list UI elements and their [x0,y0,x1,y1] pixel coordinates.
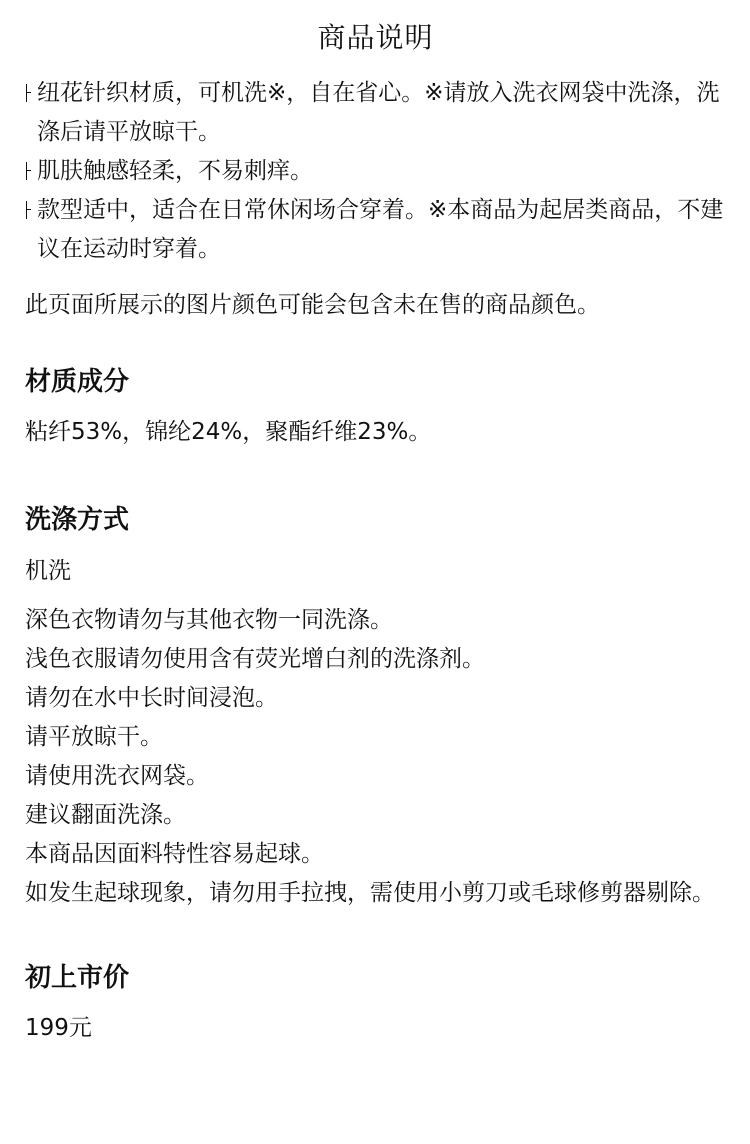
washing-note: 请平放晾干。 [25,724,163,750]
washing-note: 本商品因面料特性容易起球。 [25,841,324,867]
washing-note: 浅色衣服请勿使用含有荧光增白剂的洗涤剂。 [25,646,485,672]
price-value: 199元 [25,1015,92,1041]
feature-text: 肌肤触感轻柔，不易刺痒。 [37,158,313,184]
material-text: 粘纤53%，锦纶24%，聚酯纤维23%。 [25,419,432,445]
feature-list [25,74,726,269]
bullet-marker-icon [27,170,31,171]
washing-notes [25,601,726,913]
feature-text: 纽花针织材质，可机洗※，自在省心。※请放入洗衣网袋中洗涤，洗涤后请平放晾干。 [37,80,720,145]
page-title: 商品说明 [317,21,434,54]
color-note: 此页面所展示的图片颜色可能会包含未在售的商品颜色。 [25,292,600,318]
feature-item [25,191,726,269]
bullet-marker-icon [27,92,31,93]
washing-method: 机洗 [25,558,71,584]
washing-note: 请勿在水中长时间浸泡。 [25,685,278,711]
bullet-marker-icon [27,209,31,210]
feature-item [25,74,726,152]
feature-item [25,152,726,191]
feature-text: 款型适中，适合在日常休闲场合穿着。※本商品为起居类商品，不建议在运动时穿着。 [37,197,724,262]
washing-heading: 洗涤方式 [25,505,130,535]
washing-note: 建议翻面洗涤。 [25,802,186,828]
price-heading: 初上市价 [25,963,130,993]
material-heading: 材质成分 [25,367,130,397]
washing-note: 深色衣物请勿与其他衣物一同洗涤。 [25,607,393,633]
washing-note: 如发生起球现象，请勿用手拉拽，需使用小剪刀或毛球修剪器剔除。 [25,880,715,906]
washing-note: 请使用洗衣网袋。 [25,763,209,789]
